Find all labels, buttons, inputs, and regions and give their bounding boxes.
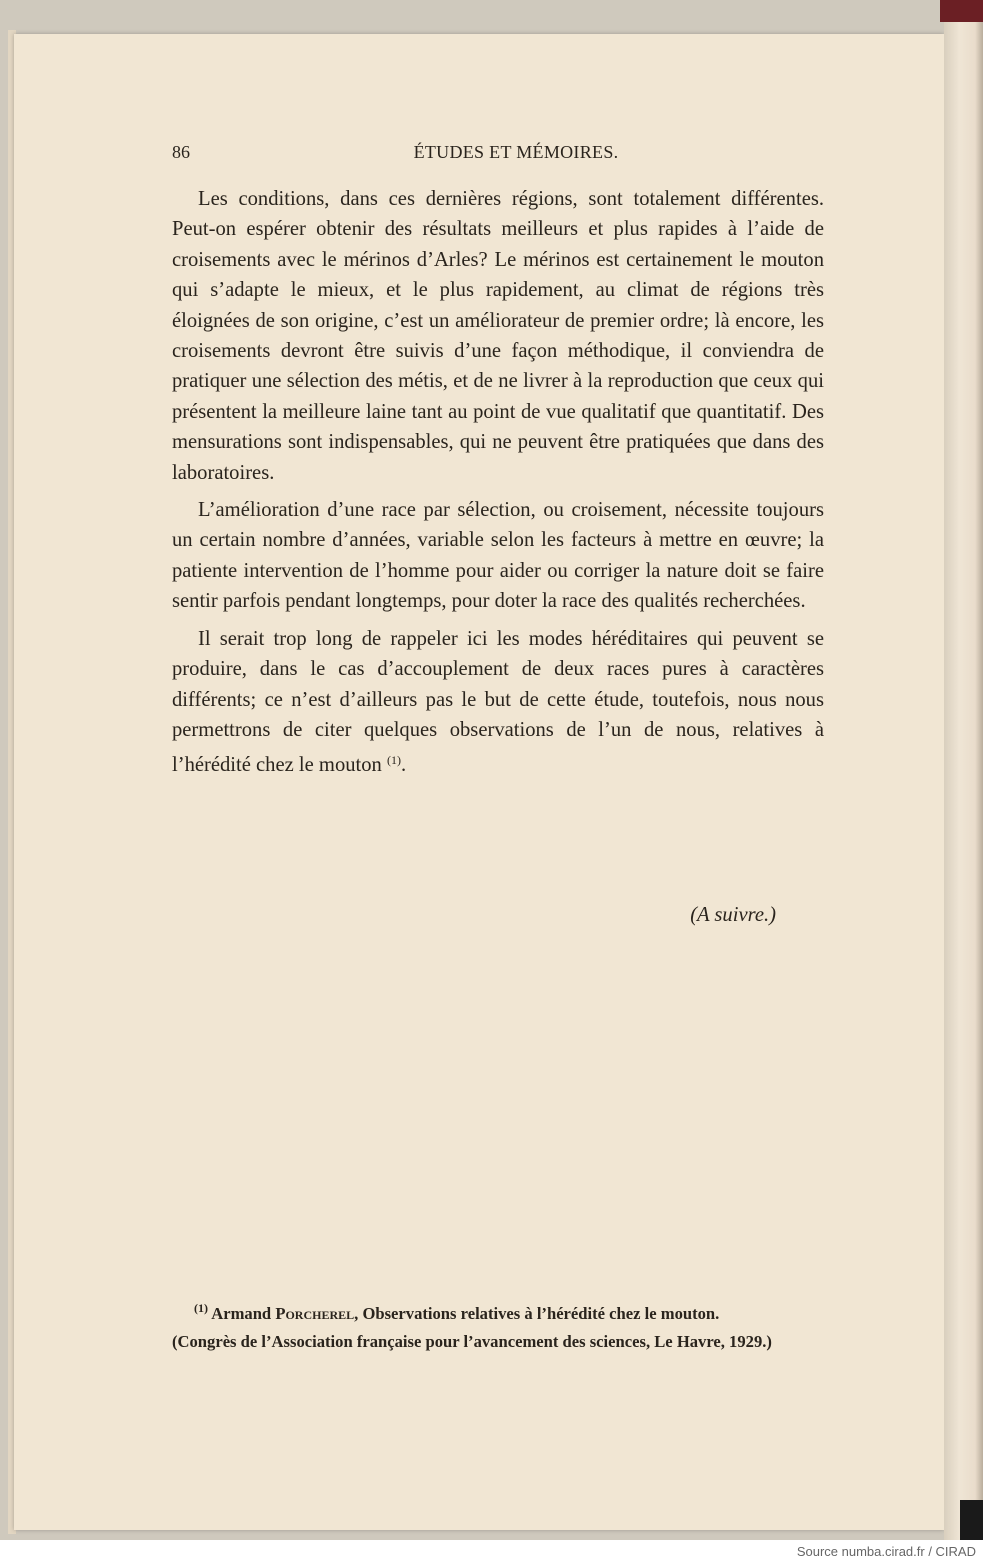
page-header xyxy=(172,142,824,170)
binding-red-corner xyxy=(940,0,983,22)
footnote-line-2: (Congrès de l’Association française pour l’avancement des sciences, Le Havre, 1929.) xyxy=(172,1332,772,1351)
paragraph-1: Les conditions, dans ces dernières régions, sont totalement différentes. Peut-on espérer obtenir des résultats meilleurs et plus rapides à l’aide de croisements avec le mérinos d’Arles? Le mérinos est certainement le mouton qui s’adapte le mieux, et le plus rapidement, au climat de régions très éloignées de son origine, c’est un améliorateur de premier ordre; là encore, les croisements devront être suivis d’une façon méthodique, il conviendra de pratiquer une sélection des métis, et de ne livrer à la reproduction que ceux qui présentent la meilleure laine tant au point de vue qualitatif que quantitatif. Des mensurations sont indispensables, qui ne peuvent être pratiquées que dans des laboratoires. xyxy=(172,188,824,484)
source-credit: Source numba.cirad.fr / CIRAD xyxy=(796,1544,976,1559)
footnote-author-last: Porcherel xyxy=(275,1304,355,1323)
running-title: ÉTUDES ET MÉMOIRES. xyxy=(413,142,619,162)
binding-dark-corner xyxy=(960,1500,983,1540)
footnote-author-first: Armand xyxy=(211,1304,272,1323)
paragraph-2: L’amélioration d’une race par sélection, ou croisement, nécessite toujours un certain nombre d’années, variable selon les facteurs à mettre en œuvre; la patiente intervention de l’homme pour aider ou corriger la nature doit se faire sentir parfois pendant longtemps, pour doter la race des qualités recherchées. xyxy=(172,499,824,613)
footnote-title: , Observations relatives à l’hérédité chez le mouton. xyxy=(354,1304,720,1323)
paragraph-3-text: Il serait trop long de rappeler ici les modes héréditaires qui peuvent se produire, dans le cas d’accouplement de deux races pures à caractères différents; ce n’est d’ailleurs pas le but de cette étude, toutefois, nous nous permettrons de citer quelques observations de l’un de nous, relatives à l’hérédité chez le mouton xyxy=(172,627,824,777)
page-number: 86 xyxy=(172,142,190,162)
page-edge-right xyxy=(944,0,983,1540)
footnote-reference: (1) xyxy=(387,753,402,768)
paragraph-3-end: . xyxy=(401,754,407,777)
to-be-continued: (A suivre.) xyxy=(690,904,776,926)
body-text xyxy=(172,184,824,788)
footnote xyxy=(172,1294,832,1356)
footnote-marker: (1) xyxy=(194,1301,208,1315)
footnote-line-1 xyxy=(172,1294,832,1328)
paragraph-3 xyxy=(172,624,824,781)
